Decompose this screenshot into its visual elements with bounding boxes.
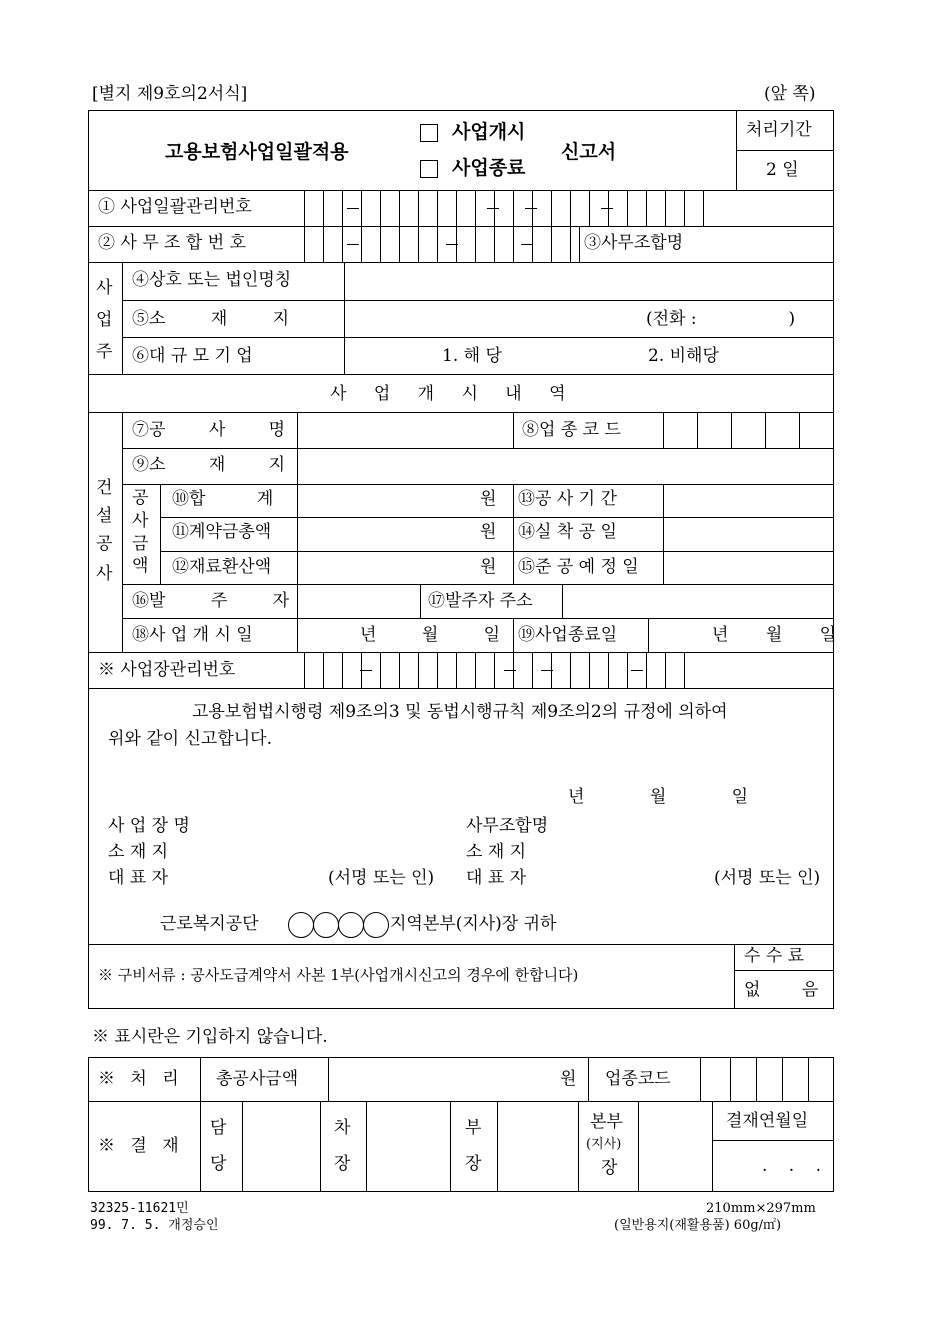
cell-divider [551, 226, 552, 262]
f6-option-1[interactable]: 1. 해 당 [442, 346, 502, 366]
cell-divider [627, 652, 628, 688]
amount-char-3: 금 [132, 534, 149, 554]
won-f12: 원 [480, 557, 497, 577]
form-id: [별지 제9호의2서식] [92, 84, 248, 104]
employer-char-1: 사 [96, 278, 113, 298]
office-use-notice: ※ 표시란은 기입하지 않습니다. [92, 1027, 328, 1047]
office-process: ※ 처 리 [98, 1069, 179, 1089]
label-f3: ③사무조합명 [584, 233, 684, 253]
cell-divider [323, 652, 324, 688]
label-site-no: ※ 사업장관리번호 [98, 660, 236, 680]
head-bot: 장 [601, 1158, 618, 1178]
left-representative: 대 표 자 [108, 868, 169, 888]
cell-divider [399, 652, 400, 688]
addressee-prefix: 근로복지공단 [160, 914, 259, 934]
right-sign[interactable]: (서명 또는 인) [714, 868, 821, 888]
cell-divider [570, 190, 571, 226]
cell-dash [487, 208, 499, 209]
staff-char-2: 당 [210, 1154, 227, 1174]
region-circle-3[interactable] [338, 912, 364, 938]
fee-value: 없 음 [744, 980, 819, 1000]
cell-divider [475, 226, 476, 262]
cell-divider [323, 226, 324, 262]
label-f6: ⑥대 규 모 기 업 [132, 346, 253, 366]
employer-char-3: 주 [96, 342, 113, 362]
cell-divider [684, 190, 685, 226]
cell-divider [304, 226, 305, 262]
start-date[interactable]: 년 월 일 [360, 625, 501, 645]
construction-char-2: 설 [96, 506, 113, 526]
attachments-text: ※ 구비서류 : 공사도급계약서 사본 1부(사업개시신고의 경우에 한합니다) [98, 966, 579, 984]
head-top: 본부 [590, 1112, 623, 1132]
right-representative: 대 표 자 [466, 868, 527, 888]
cell-divider [608, 652, 609, 688]
footer-size: 210mm×297mm [706, 1201, 816, 1216]
office-total-label: 총공사금액 [216, 1069, 299, 1089]
region-circle-4[interactable] [363, 912, 389, 938]
footer-approved: 99. 7. 5. 개정승인 [90, 1218, 219, 1233]
office-won: 원 [560, 1069, 577, 1089]
phone-field[interactable]: (전화 : ) [646, 309, 796, 329]
manager-char-1: 부 [465, 1118, 482, 1138]
cell-divider [323, 190, 324, 226]
cell-divider [456, 652, 457, 688]
cell-divider [570, 652, 571, 688]
office-code-label: 업종코드 [605, 1069, 671, 1089]
label-f5: ⑤소 재 지 [132, 309, 290, 329]
cell-divider [304, 652, 305, 688]
cell-dash [525, 208, 537, 209]
cell-dash [360, 670, 372, 671]
region-circle-1[interactable] [288, 912, 314, 938]
cell-divider [418, 226, 419, 262]
cell-dash [631, 670, 643, 671]
won-f10: 원 [480, 489, 497, 509]
cell-dash [601, 208, 613, 209]
end-date[interactable]: 년 월 일 [712, 625, 837, 645]
cell-divider [437, 190, 438, 226]
staff-char-1: 담 [210, 1118, 227, 1138]
cell-divider [703, 190, 704, 226]
cell-divider [570, 226, 571, 262]
label-f12: ⑫재료환산액 [172, 557, 272, 577]
region-circle-2[interactable] [313, 912, 339, 938]
cell-divider [437, 652, 438, 688]
cell-divider [399, 190, 400, 226]
cell-dash [541, 670, 553, 671]
label-f2: ② 사 무 조 합 번 호 [98, 233, 246, 253]
checkbox-end[interactable] [420, 160, 438, 178]
cell-divider [513, 190, 514, 226]
form-title: 고용보험사업일괄적용 [165, 141, 349, 163]
construction-char-3: 공 [96, 534, 113, 554]
label-f9: ⑨소 재 지 [132, 455, 286, 475]
left-address: 소 재 지 [108, 842, 169, 862]
label-f10: ⑩합 계 [172, 489, 274, 509]
cell-divider [532, 652, 533, 688]
cell-divider [475, 652, 476, 688]
cell-dash [504, 670, 516, 671]
cell-dash [347, 208, 359, 209]
cell-divider [665, 652, 666, 688]
deputy-char-2: 장 [334, 1154, 351, 1174]
cell-divider [437, 226, 438, 262]
left-sign[interactable]: (서명 또는 인) [328, 868, 435, 888]
label-f16: ⑯발 주 자 [132, 591, 290, 611]
section-title: 사 업 개 시 내 역 [330, 384, 566, 404]
f6-option-2[interactable]: 2. 비해당 [648, 346, 719, 366]
cell-divider [380, 652, 381, 688]
manager-char-2: 장 [465, 1154, 482, 1174]
cell-divider [456, 190, 457, 226]
right-assoc-name: 사무조합명 [466, 816, 549, 836]
cell-dash [521, 244, 533, 245]
left-site-name: 사 업 장 명 [108, 816, 190, 836]
declaration-date[interactable]: 년 월 일 [568, 787, 749, 807]
construction-char-1: 건 [96, 478, 113, 498]
page-side: (앞 쪽) [764, 84, 816, 104]
cell-divider [304, 190, 305, 226]
cell-divider [380, 226, 381, 262]
cell-dash [347, 244, 359, 245]
cell-divider [361, 190, 362, 226]
office-approval: ※ 결 재 [98, 1136, 179, 1156]
construction-char-4: 사 [96, 564, 113, 584]
cell-divider [551, 190, 552, 226]
cell-divider [342, 190, 343, 226]
won-f11: 원 [480, 522, 497, 542]
checkbox-start[interactable] [420, 124, 438, 142]
head-mid: (지사) [586, 1137, 622, 1152]
label-f19: ⑲사업종료일 [518, 625, 618, 645]
cell-divider [684, 652, 685, 688]
cell-divider [589, 190, 590, 226]
cell-divider [418, 652, 419, 688]
option-end: 사업종료 [452, 157, 526, 179]
cell-divider [627, 190, 628, 226]
label-f4: ④상호 또는 법인명칭 [132, 270, 292, 290]
cell-divider [589, 652, 590, 688]
declaration-line-2: 위와 같이 신고합니다. [108, 729, 273, 749]
cell-divider [342, 226, 343, 262]
footer-paper: (일반용지(재활용품) 60g/㎡) [614, 1218, 782, 1233]
cell-divider [380, 190, 381, 226]
employer-char-2: 업 [96, 310, 113, 330]
cell-dash [446, 244, 458, 245]
title-suffix: 신고서 [561, 141, 617, 163]
processing-label: 처리기간 [746, 120, 812, 140]
label-f18: ⑱사 업 개 시 일 [132, 625, 253, 645]
approval-date-dots[interactable]: . . . [762, 1156, 822, 1176]
label-f17: ⑰발주자 주소 [428, 591, 533, 611]
cell-divider [579, 226, 580, 262]
cell-divider [399, 226, 400, 262]
cell-divider [418, 190, 419, 226]
label-f7: ⑦공 사 명 [132, 420, 286, 440]
label-f1: ① 사업일괄관리번호 [98, 197, 252, 217]
fee-label: 수 수 료 [744, 946, 805, 966]
addressee-suffix: 지역본부(지사)장 귀하 [390, 914, 557, 934]
declaration-line-1: 고용보험법시행령 제9조의3 및 동법시행규칙 제9조의2의 규정에 의하여 [192, 702, 728, 722]
cell-divider [342, 652, 343, 688]
option-start: 사업개시 [452, 121, 526, 143]
processing-value: 2 일 [766, 160, 799, 180]
amount-char-2: 사 [132, 511, 149, 531]
cell-divider [665, 190, 666, 226]
cell-divider [513, 226, 514, 262]
cell-divider [475, 190, 476, 226]
right-address: 소 재 지 [466, 842, 527, 862]
amount-char-4: 액 [132, 556, 149, 576]
cell-divider [494, 226, 495, 262]
cell-divider [494, 652, 495, 688]
cell-divider [646, 190, 647, 226]
label-f13: ⑬공 사 기 간 [518, 489, 617, 509]
label-f8: ⑧업 종 코 드 [522, 420, 621, 440]
approval-date-label: 결재연월일 [726, 1111, 809, 1131]
label-f11: ⑪계약금총액 [172, 522, 272, 542]
label-f15: ⑮준 공 예 정 일 [518, 557, 639, 577]
cell-divider [646, 652, 647, 688]
deputy-char-1: 차 [334, 1118, 351, 1138]
label-f14: ⑭실 착 공 일 [518, 522, 617, 542]
amount-char-1: 공 [132, 488, 149, 508]
footer-code: 32325-11621민 [90, 1201, 189, 1216]
cell-divider [361, 226, 362, 262]
